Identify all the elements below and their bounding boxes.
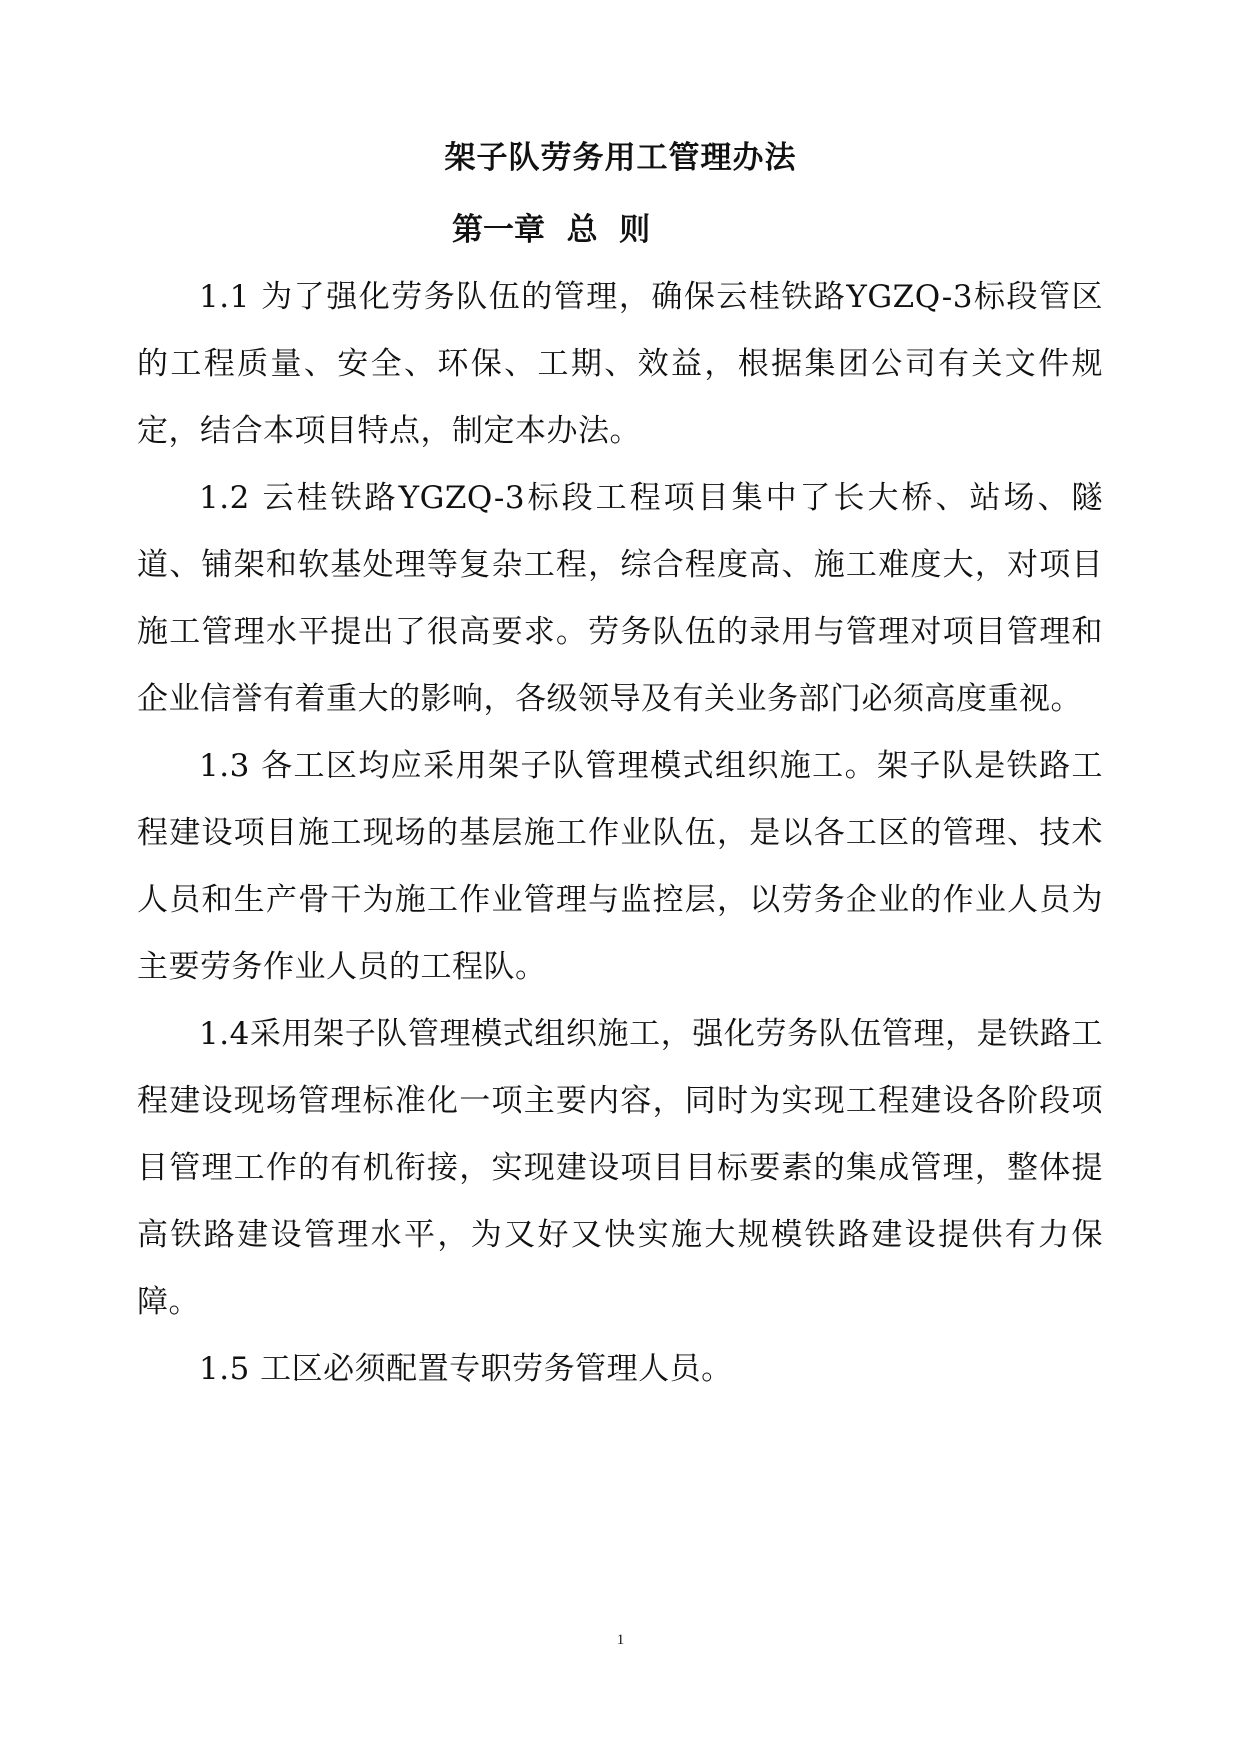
document-title: 架子队劳务用工管理办法 [444,140,797,176]
paragraph-1-4: 1.4采用架子队管理模式组织施工，强化劳务队伍管理，是铁路工程建设现场管理标准化一项主要内容，同时为实现工程建设各阶段项目管理工作的有机衔接，实现建设项目目标要素的集成管理，整体提高铁路建设管理水平，为又好又快实施大规模铁路建设提供有力保障。 [137,1016,1103,1320]
paragraph-1-5: 1.5 工区必须配置专职劳务管理人员。 [199,1351,733,1387]
chapter-heading: 第一章 总 则 [452,212,651,248]
paragraph-1-2: 1.2 云桂铁路YGZQ-3标段工程项目集中了长大桥、站场、隧道、铺架和软基处理等复杂工程，综合程度高、施工难度大，对项目施工管理水平提出了很高要求。劳务队伍的录用与管理对项目管理和企业信誉有着重大的影响，各级领导及有关业务部门必须高度重视。 [137,480,1103,717]
page-number: 1 [616,1632,625,1648]
document-body [137,264,1103,1403]
paragraph-1-3: 1.3 各工区均应采用架子队管理模式组织施工。架子队是铁路工程建设项目施工现场的基层施工作业队伍，是以各工区的管理、技术人员和生产骨干为施工作业管理与监控层，以劳务企业的作业人员为主要劳务作业人员的工程队。 [137,748,1103,985]
paragraph-1-1: 1.1 为了强化劳务队伍的管理，确保云桂铁路YGZQ-3标段管区的工程质量、安全、环保、工期、效益，根据集团公司有关文件规定，结合本项目特点，制定本办法。 [137,279,1103,449]
